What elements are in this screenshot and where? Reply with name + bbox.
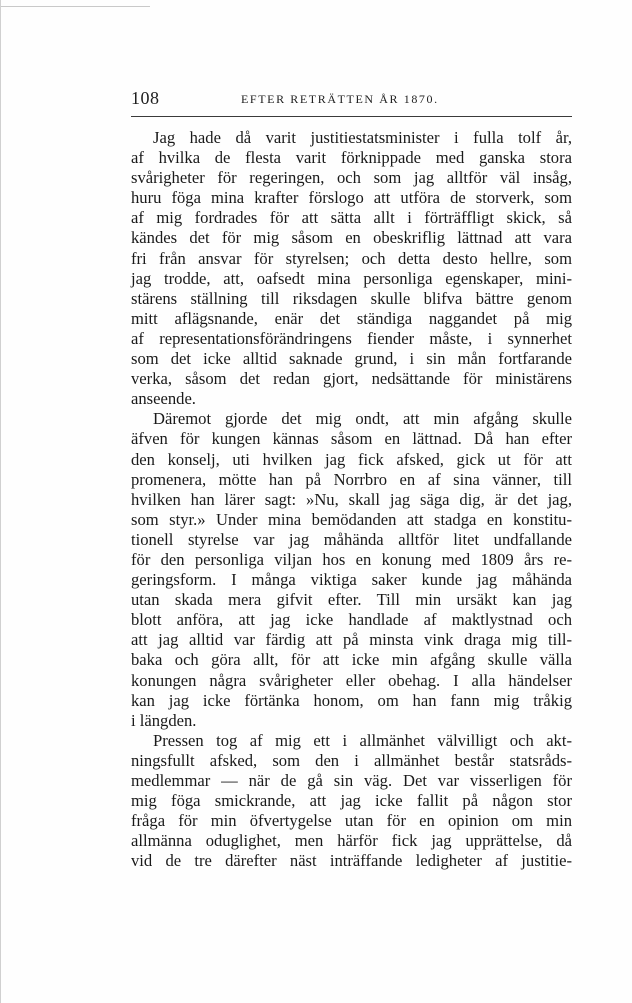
text-line: äfven för kungen kännas såsom en lättnad. Då han efter — [131, 429, 572, 449]
body-text — [131, 128, 572, 871]
text-line: af mig fordrades för att sätta allt i förträffligt skick, så — [131, 208, 572, 228]
text-line: verka, såsom det redan gjort, nedsättande för ministärens — [131, 369, 572, 389]
text-line: för den personliga viljan hos en konung med 1809 års re- — [131, 549, 572, 569]
text-line: fri från ansvar för styrelsen; och detta desto hellre, som — [131, 248, 572, 268]
text-line: tionell styrelse var jag måhända alltför litet undfallande — [131, 529, 572, 549]
text-line: jag trodde, att, oafsedt mina personliga egenskaper, mini- — [131, 268, 572, 288]
text-line: att jag alltid var färdig att på minsta vink draga mig till- — [131, 630, 572, 650]
text-line: Däremot gjorde det mig ondt, att min afgång skulle — [153, 409, 572, 429]
text-line: kändes det för mig såsom en obeskriflig lättnad att vara — [131, 228, 572, 248]
text-line: konungen några svårigheter eller obehag. I alla händelser — [131, 670, 572, 690]
text-line: af hvilka de flesta varit förknippade med ganska stora — [131, 148, 572, 168]
text-line: medlemmar — när de gå sin väg. Det var visserligen för — [131, 771, 572, 790]
text-line: i längden. — [131, 710, 197, 730]
page-number: 108 — [131, 88, 160, 108]
text-line: den konselj, uti hvilken jag fick afsked, gick ut för att — [131, 449, 572, 469]
text-line: mitt aflägsnande, enär det ständiga naggandet på mig — [131, 308, 572, 328]
text-line: svårigheter för regeringen, och som jag alltför väl insåg, — [131, 168, 572, 188]
scan-edge-left-line — [0, 0, 1, 1003]
running-title: EFTER RETRÄTTEN ÅR 1870. — [241, 92, 439, 106]
text-line: stärens ställning till riksdagen skulle blifva bättre genom — [131, 288, 572, 308]
text-line: mig föga smickrande, att jag icke fallit på någon stor — [131, 791, 572, 811]
header-rule — [131, 116, 572, 117]
text-line: utan skada mera gifvit efter. Till min ursäkt kan jag — [131, 590, 572, 610]
text-line: promenera, mötte han på Norrbro en af sina vänner, till — [131, 469, 572, 489]
page-header — [131, 86, 572, 108]
text-line: geringsform. I många viktiga saker kunde jag måhända — [131, 570, 572, 590]
text-line: Pressen tog af mig ett i allmänhet välvilligt och akt- — [153, 730, 572, 750]
text-line: som styr.» Under mina bemödanden att stadga en konstitu- — [131, 509, 572, 529]
text-line: kan jag icke förtänka honom, om han fann mig tråkig — [131, 690, 572, 710]
text-line: huru föga mina krafter förslogo att utföra de storverk, som — [131, 188, 572, 208]
text-line: af representationsförändringens fiender måste, i synnerhet — [131, 328, 572, 348]
text-line: ningsfullt afsked, som den i allmänhet består statsråds- — [131, 750, 572, 770]
text-line: allmänna oduglighet, men härför fick jag upprättelse, då — [131, 831, 572, 851]
scan-edge-top-line — [0, 6, 150, 7]
text-line: vid de tre därefter näst inträffande ledigheter af justitie- — [131, 851, 572, 871]
text-line: anseende. — [131, 389, 196, 409]
text-line: fråga för min öfvertygelse utan för en opinion om min — [131, 811, 572, 831]
bottom-margin — [0, 963, 632, 1003]
text-line: baka och göra allt, för att icke min afgång skulle välla — [131, 650, 572, 670]
text-line: Jag hade då varit justitiestatsminister i fulla tolf år, — [153, 128, 572, 147]
text-line: blott anföra, att jag icke handlade af maktlystnad och — [131, 610, 572, 630]
text-line: som det icke alltid saknade grund, i sin mån fortfarande — [131, 349, 572, 369]
text-line: hvilken han lärer sagt: »Nu, skall jag säga dig, är det jag, — [131, 489, 572, 509]
